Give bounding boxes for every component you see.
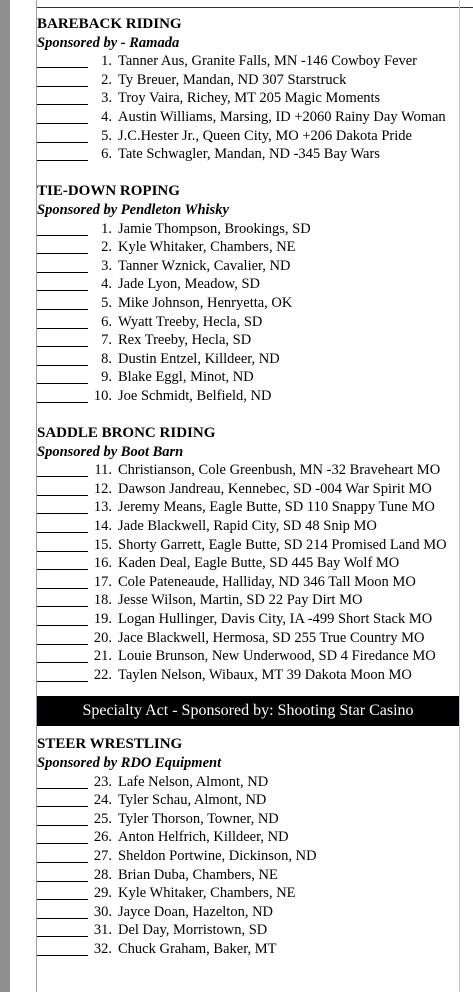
score-blank-line: [37, 650, 88, 663]
section-bareback: [37, 15, 465, 164]
entry-number: 1.: [101, 220, 112, 237]
entry-row: [37, 238, 465, 257]
document-page: [10, 0, 473, 992]
entry-row: [37, 591, 465, 610]
entry-number: 5.: [101, 127, 112, 144]
entry-row: [37, 387, 465, 406]
entry-row: [37, 666, 465, 685]
entry-row: [37, 866, 465, 885]
score-blank-line: [37, 539, 88, 552]
entry-text: Jesse Wilson, Martin, SD 22 Pay Dirt MO: [118, 592, 363, 609]
entry-number: 4.: [101, 276, 112, 293]
entry-text: Lafe Nelson, Almont, ND: [118, 773, 269, 790]
score-blank-line: [37, 576, 88, 589]
section-title: BAREBACK RIDING: [37, 16, 182, 32]
score-blank-line: [37, 371, 88, 384]
score-blank-line: [37, 390, 88, 403]
section-title: SADDLE BRONC RIDING: [37, 425, 216, 442]
entry-text: Dustin Entzel, Killdeer, ND: [118, 350, 280, 367]
score-blank-line: [37, 55, 88, 68]
entry-row: [37, 498, 465, 517]
entry-number: 8.: [101, 350, 112, 367]
entry-number: 22.: [93, 666, 112, 683]
entry-text: J.C.Hester Jr., Queen City, MO +206 Dakota Pride: [118, 127, 412, 144]
entry-number: 17.: [93, 573, 112, 590]
entry-number: 12.: [93, 480, 112, 497]
entry-text: Jayce Doan, Hazelton, ND: [118, 903, 274, 920]
score-blank-line: [37, 613, 88, 626]
entry-text: Del Day, Morristown, SD: [118, 922, 268, 939]
entry-text: Ty Breuer, Mandan, ND 307 Starstruck: [118, 71, 347, 88]
entry-number: 21.: [93, 648, 112, 665]
entry-text: Troy Vaira, Richey, MT 205 Magic Moments: [118, 90, 381, 107]
section-saddle-bronc: [37, 424, 465, 684]
entry-text: Joe Schmidt, Belfield, ND: [118, 387, 272, 404]
section-title: STEER WRESTLING: [37, 736, 183, 753]
entry-text: Rex Treeby, Hecla, SD: [118, 332, 252, 349]
entry-text: Jade Lyon, Meadow, SD: [118, 276, 261, 293]
entry-number: 24.: [93, 792, 112, 809]
section-title: TIE-DOWN ROPING: [37, 183, 180, 200]
entry-row: [37, 461, 465, 480]
entry-list: [37, 220, 465, 406]
entry-number: 27.: [93, 847, 112, 864]
entry-row: [37, 810, 465, 829]
entry-row: [37, 610, 465, 629]
entry-row: [37, 791, 465, 810]
spacer: [37, 164, 465, 183]
entry-text: Brian Duba, Chambers, NE: [118, 866, 278, 883]
entry-row: [37, 275, 465, 294]
entry-row: [37, 903, 465, 922]
entry-list: [37, 52, 465, 164]
entry-text: Kaden Deal, Eagle Butte, SD 445 Bay Wolf MO: [118, 555, 400, 572]
entry-number: 23.: [93, 773, 112, 790]
entry-number: 26.: [93, 829, 112, 846]
entry-row: [37, 52, 465, 71]
entry-list: [37, 773, 465, 959]
entry-number: 11.: [94, 462, 112, 479]
entry-number: 3.: [101, 90, 112, 107]
score-blank-line: [37, 148, 88, 161]
entry-text: Chuck Graham, Baker, MT: [118, 940, 277, 957]
entry-text: Tanner Wznick, Cavalier, ND: [118, 257, 291, 274]
score-blank-line: [37, 483, 88, 496]
score-blank-line: [37, 464, 88, 477]
score-blank-line: [37, 869, 88, 882]
score-blank-line: [37, 501, 88, 514]
entry-text: Christianson, Cole Greenbush, MN -32 Braveheart MO: [118, 462, 441, 479]
score-blank-line: [37, 353, 88, 366]
entry-text: Kyle Whitaker, Chambers, NE: [118, 239, 296, 256]
entry-row: [37, 554, 465, 573]
entry-row: [37, 127, 465, 146]
entry-text: Sheldon Portwine, Dickinson, ND: [118, 847, 317, 864]
score-blank-line: [37, 594, 88, 607]
entry-number: 16.: [93, 555, 112, 572]
entry-text: Logan Hullinger, Davis City, IA -499 Short Stack MO: [118, 611, 433, 627]
header-rule: [36, 7, 473, 8]
score-blank-line: [37, 794, 88, 807]
entry-number: 1.: [101, 53, 112, 70]
score-blank-line: [37, 74, 88, 87]
entry-row: [37, 647, 465, 666]
entry-number: 7.: [101, 332, 112, 349]
entry-text: Tyler Thorson, Towner, ND: [118, 810, 279, 827]
entry-number: 5.: [101, 294, 112, 311]
entry-row: [37, 629, 465, 648]
entry-row: [37, 517, 465, 536]
score-blank-line: [37, 111, 88, 124]
spacer: [37, 405, 465, 424]
score-blank-line: [37, 887, 88, 900]
entry-text: Jace Blackwell, Hermosa, SD 255 True Country MO: [118, 629, 425, 646]
entry-text: Anton Helfrich, Killdeer, ND: [118, 829, 289, 846]
entry-text: Kyle Whitaker, Chambers, NE: [118, 885, 296, 902]
entry-row: [37, 884, 465, 903]
score-blank-line: [37, 632, 88, 645]
score-blank-line: [37, 278, 88, 291]
entry-text: Dawson Jandreau, Kennebec, SD -004 War Spirit MO: [118, 480, 432, 497]
entry-row: [37, 313, 465, 332]
score-blank-line: [37, 241, 88, 254]
section-sponsor: Sponsored by RDO Equipment: [37, 754, 222, 771]
entry-row: [37, 847, 465, 866]
score-blank-line: [37, 669, 88, 682]
score-blank-line: [37, 924, 88, 937]
section-tie-down: [37, 182, 465, 405]
entry-row: [37, 350, 465, 369]
score-blank-line: [37, 223, 88, 236]
entry-text: Taylen Nelson, Wibaux, MT 39 Dakota Moon MO: [118, 666, 412, 683]
entry-text: Shorty Garrett, Eagle Butte, SD 214 Promised Land MO: [118, 536, 447, 553]
score-blank-line: [37, 943, 88, 956]
score-blank-line: [37, 130, 88, 143]
entry-text: Jamie Thompson, Brookings, SD: [118, 220, 311, 237]
entry-text: Wyatt Treeby, Hecla, SD: [118, 313, 263, 330]
entry-row: [37, 257, 465, 276]
specialty-act-banner: Specialty Act - Sponsored by: Shooting Star Casino: [37, 696, 459, 726]
entry-number: 9.: [101, 369, 112, 386]
entry-text: Tyler Schau, Almont, ND: [118, 792, 267, 809]
entry-number: 10.: [93, 387, 112, 404]
entry-list: [37, 461, 465, 684]
entry-text: Austin Williams, Marsing, ID +2060 Rainy Day Woman: [118, 108, 446, 125]
entry-row: [37, 921, 465, 940]
entry-number: 18.: [93, 592, 112, 609]
entry-number: 3.: [101, 257, 112, 274]
score-blank-line: [37, 557, 88, 570]
section-sponsor: Sponsored by - Ramada: [37, 34, 180, 51]
entry-number: 6.: [101, 313, 112, 330]
entry-row: [37, 573, 465, 592]
entry-number: 29.: [93, 885, 112, 902]
score-blank-line: [37, 850, 88, 863]
entry-text: Cole Pateneaude, Halliday, ND 346 Tall Moon MO: [118, 573, 416, 590]
score-blank-line: [37, 776, 88, 789]
entry-row: [37, 828, 465, 847]
score-blank-line: [37, 334, 88, 347]
entry-number: 19.: [93, 611, 112, 627]
entry-number: 14.: [93, 518, 112, 535]
section-sponsor: Sponsored by Pendleton Whisky: [37, 201, 229, 218]
entry-number: 2.: [101, 239, 112, 256]
entry-row: [37, 480, 465, 499]
score-blank-line: [37, 813, 88, 826]
section-sponsor: Sponsored by Boot Barn: [37, 443, 184, 460]
entry-number: 15.: [93, 536, 112, 553]
entry-text: Tanner Aus, Granite Falls, MN -146 Cowboy Fever: [118, 53, 418, 70]
entry-number: 30.: [93, 903, 112, 920]
score-blank-line: [37, 260, 88, 273]
entry-number: 6.: [101, 146, 112, 163]
entry-text: Jade Blackwell, Rapid City, SD 48 Snip MO: [118, 518, 377, 535]
entry-text: Blake Eggl, Minot, ND: [118, 369, 254, 386]
entry-text: Louie Brunson, New Underwood, SD 4 Firedance MO: [118, 648, 436, 665]
score-blank-line: [37, 520, 88, 533]
score-blank-line: [37, 831, 88, 844]
entry-number: 2.: [101, 71, 112, 88]
entry-number: 4.: [101, 108, 112, 125]
entry-number: 32.: [93, 940, 112, 957]
entry-row: [37, 294, 465, 313]
entry-number: 31.: [93, 922, 112, 939]
entry-row: [37, 108, 465, 127]
score-blank-line: [37, 906, 88, 919]
score-blank-line: [37, 316, 88, 329]
entry-number: 25.: [93, 810, 112, 827]
entry-row: [37, 536, 465, 555]
entry-row: [37, 368, 465, 387]
entry-text: Mike Johnson, Henryetta, OK: [118, 294, 293, 311]
entry-row: [37, 773, 465, 792]
entry-text: Jeremy Means, Eagle Butte, SD 110 Snappy Tune MO: [118, 499, 435, 516]
entry-row: [37, 71, 465, 90]
entry-row: [37, 145, 465, 164]
entry-number: 28.: [93, 866, 112, 883]
document-body: [37, 15, 465, 959]
entry-row: [37, 89, 465, 108]
score-blank-line: [37, 92, 88, 105]
entry-row: [37, 331, 465, 350]
entry-number: 20.: [93, 629, 112, 646]
entry-row: [37, 220, 465, 239]
section-steer-wrestling: [37, 735, 465, 958]
entry-text: Tate Schwagler, Mandan, ND -345 Bay Wars: [118, 146, 380, 163]
score-blank-line: [37, 297, 88, 310]
entry-row: [37, 940, 465, 959]
entry-number: 13.: [93, 499, 112, 516]
